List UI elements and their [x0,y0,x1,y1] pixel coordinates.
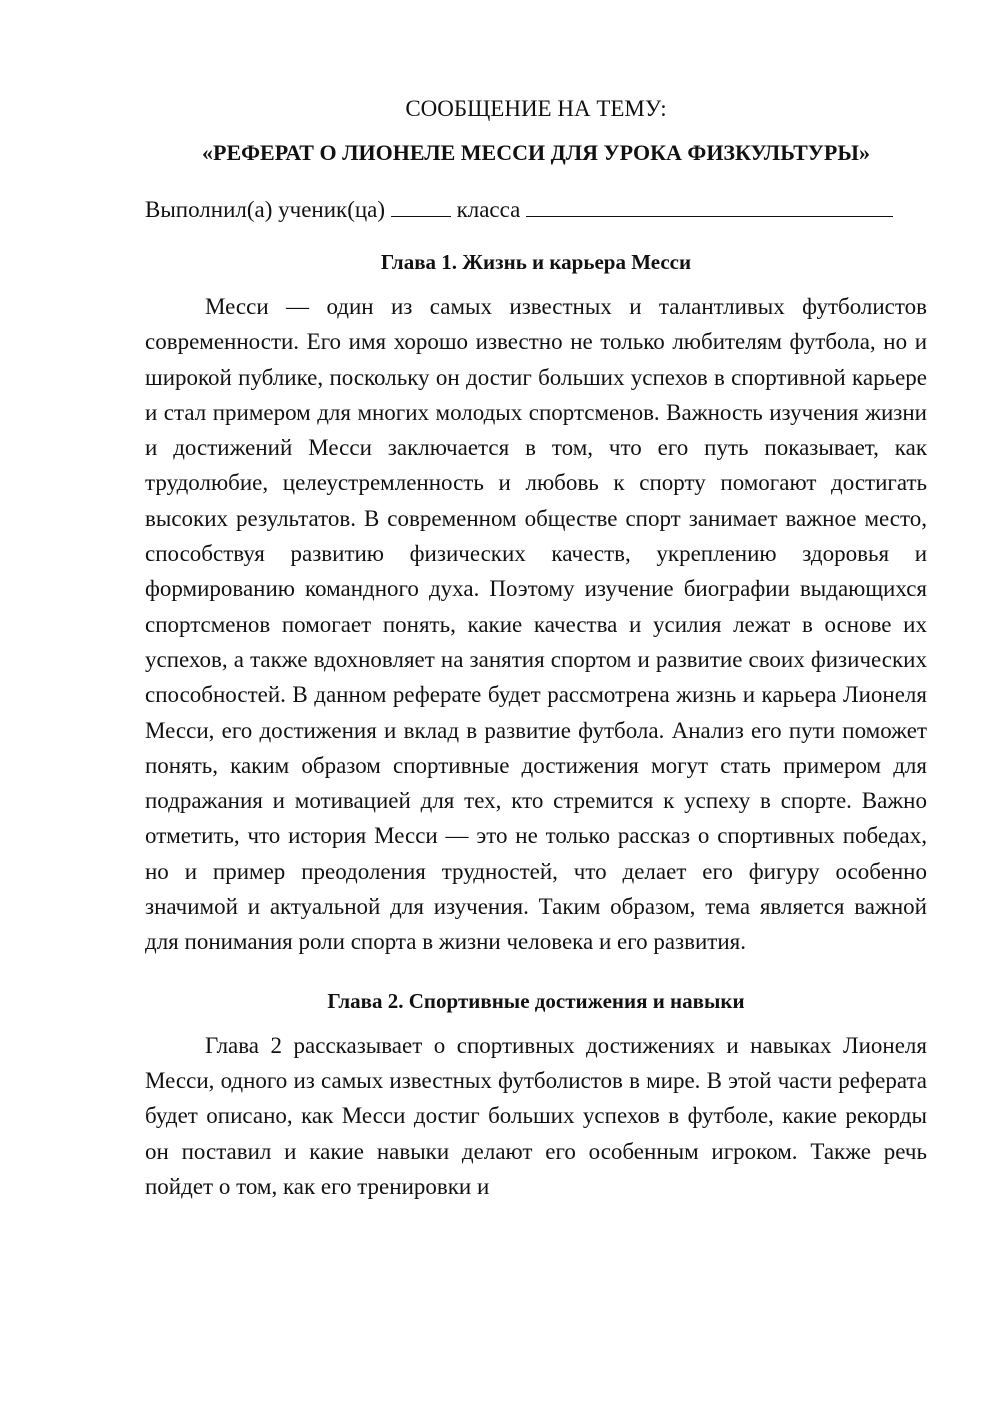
page-content [145,92,927,1204]
grade-blank-line [391,192,451,217]
chapter-1-heading: Глава 1. Жизнь и карьера Месси [380,250,692,274]
performer-class-label: класса [456,197,521,222]
document-title: СООБЩЕНИЕ НА ТЕМУ: [405,96,667,121]
performer-line [145,192,927,227]
document-subtitle: «РЕФЕРАТ О ЛИОНЕЛЕ МЕССИ ДЛЯ УРОКА ФИЗКУЛЬТУРЫ» [202,140,870,165]
chapter-2-heading: Глава 2. Спортивные достижения и навыки [327,988,745,1013]
chapter-1-text: Месси — один из самых известных и талантливых футболистов современности. Его имя хорошо известно не только любителям футбола, но и широкой публике, поскольку он достиг больших успехов в спортивной карьере и стал примером для многих молодых спортсменов. Важность изучения жизни и достижений Месси заключается в том, что его путь показывает, как трудолюбие, целеустремленность и любовь к спорту помогают достигать высоких результатов. В современном обществе спорт занимает важное место, способствуя развитию физических качеств, укреплению здоровья и формированию командного духа. Поэтому изучение биографии выдающихся спортсменов помогает понять, какие качества и усилия лежат в основе их успехов, а также вдохновляет на занятия спортом и развитие своих физических способностей. В данном реферате будет рассмотрена жизнь и карьера Лионеля Месси, его достижения и вклад в развитие футбола. Анализ его пути поможет понять, каким образом спортивные достижения могут стать примером для подражания и мотивацией для тех, кто стремится к успеху в спорте. Важно отметить, что история Месси — это не только рассказ о спортивных победах, но и пример преодоления трудностей, что делает его фигуру особенно значимой и актуальной для изучения. Таким образом, тема является важной для понимания роли спорта в жизни человека и его развития. [145,294,927,955]
class-blank-line [526,192,893,217]
chapter-2-text: Глава 2 рассказывает о спортивных достижениях и навыках Лионеля Месси, одного из самых известных футболистов в мире. В этой части реферата будет описано, как Месси достиг больших успехов в футболе, какие рекорды он поставил и какие навыки делают его особенным игроком. Также речь пойдет о том, как его тренировки и [145,1032,927,1199]
performer-prefix: Выполнил(а) ученик(ца) [145,197,386,222]
